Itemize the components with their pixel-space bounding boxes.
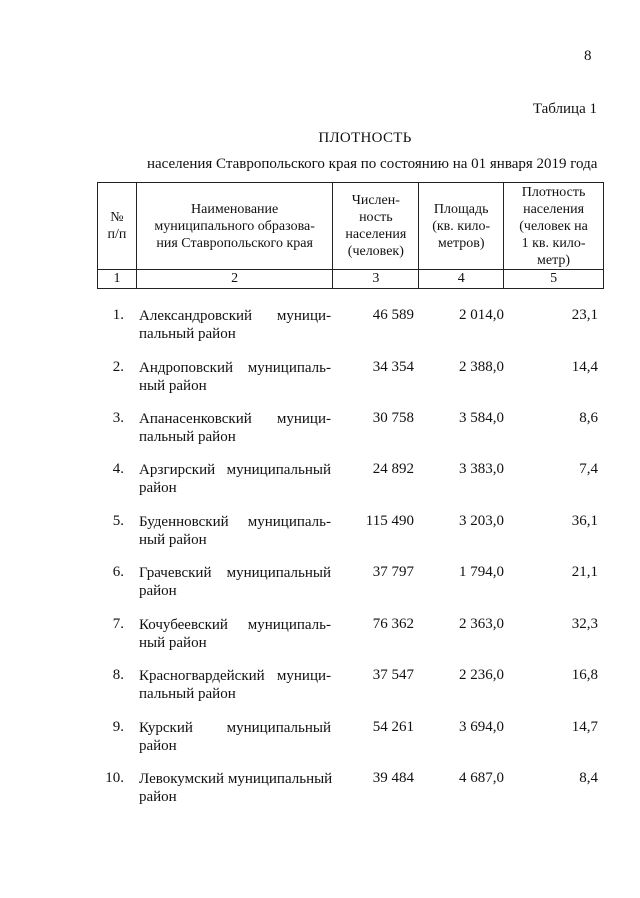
district-name-line1: Александровский муници- [139, 308, 331, 324]
district-name-line2: ный район [139, 378, 207, 394]
header-text: Плотность [521, 184, 586, 200]
column-number: 4 [419, 270, 504, 289]
area: 2 388,0 [459, 359, 504, 375]
header-text: метров) [437, 235, 485, 251]
row-number: 9. [112, 719, 124, 735]
row-number: 4. [112, 461, 124, 477]
header-text: Наименование [191, 201, 279, 217]
population: 115 490 [365, 513, 414, 529]
header-text: населения [345, 227, 407, 242]
column-number: 5 [504, 270, 604, 289]
area: 4 687,0 [459, 770, 504, 786]
district-name-line2: ный район [139, 532, 207, 548]
population: 39 484 [372, 770, 414, 786]
density: 16,8 [571, 667, 598, 683]
district-name-line1: Апанасенковский муници- [139, 411, 331, 427]
density: 36,1 [571, 513, 598, 529]
density: 14,7 [571, 719, 598, 735]
district-name [139, 410, 331, 446]
header-text: 1 кв. кило- [521, 235, 586, 251]
header-text: муниципального образова- [154, 218, 315, 234]
district-name-line1: Красногвардейский муници- [139, 668, 331, 684]
district-name-line1: Андроповский муниципаль- [139, 360, 331, 376]
header-text: населения [523, 201, 585, 217]
table-row [0, 307, 640, 347]
district-name-line1: Кочубеевский муниципаль- [139, 617, 331, 633]
row-number: 3. [112, 410, 124, 426]
row-number: 2. [112, 359, 124, 375]
table-row [0, 513, 640, 553]
density: 21,1 [571, 564, 598, 580]
density: 8,6 [579, 410, 598, 426]
population: 37 797 [372, 564, 414, 580]
district-name [139, 307, 331, 343]
header-row [98, 183, 604, 270]
district-name [139, 513, 331, 549]
page-number: 8 [584, 48, 592, 64]
district-name [139, 564, 331, 600]
table-row [0, 359, 640, 399]
row-number: 8. [112, 667, 124, 683]
header-col-density [504, 183, 604, 270]
column-number: 1 [98, 270, 137, 289]
table-row [0, 667, 640, 707]
district-name-line2: район [139, 738, 177, 754]
district-name-line1: Арзгирский муниципальный [139, 462, 331, 478]
district-name-line1: Левокумский муниципальный [139, 771, 333, 787]
district-name [139, 667, 331, 703]
area: 3 203,0 [459, 513, 504, 529]
row-number: 1. [112, 307, 124, 323]
header-text: Площадь [433, 201, 489, 217]
district-name [139, 770, 331, 806]
table-row [0, 616, 640, 656]
area: 2 236,0 [459, 667, 504, 683]
district-name [139, 461, 331, 497]
table-label: Таблица 1 [532, 101, 597, 117]
density: 14,4 [571, 359, 598, 375]
header-text: (кв. кило- [432, 218, 491, 234]
area: 2 014,0 [459, 307, 504, 323]
header-text: ность [359, 210, 393, 225]
header-text: ния Ставропольского края [156, 235, 313, 251]
area: 2 363,0 [459, 616, 504, 632]
document-subtitle: населения Ставропольского края по состоянию на 01 января 2019 года [147, 156, 598, 172]
header-table [97, 182, 604, 289]
density: 23,1 [571, 307, 598, 323]
district-name [139, 616, 331, 652]
table-row [0, 410, 640, 450]
area: 3 694,0 [459, 719, 504, 735]
area: 3 584,0 [459, 410, 504, 426]
header-col-name [136, 183, 333, 270]
district-name-line1: Курский муниципальный [139, 720, 331, 736]
area: 3 383,0 [459, 461, 504, 477]
header-text: (человек на [519, 218, 588, 234]
header-text: Числен- [351, 193, 400, 208]
area: 1 794,0 [459, 564, 504, 580]
column-number-row [98, 270, 604, 289]
district-name-line2: пальный район [139, 686, 236, 702]
district-name-line1: Грачевский муниципальный [139, 565, 331, 581]
district-name [139, 359, 331, 395]
population: 54 261 [372, 719, 414, 735]
population: 76 362 [372, 616, 414, 632]
header-text: № [110, 210, 124, 225]
district-name-line2: район [139, 583, 177, 599]
row-number: 10. [105, 770, 124, 786]
district-name-line2: ный район [139, 635, 207, 651]
district-name [139, 719, 331, 755]
table-row [0, 564, 640, 604]
header-text: п/п [107, 227, 127, 242]
population: 46 589 [372, 307, 414, 323]
population: 30 758 [372, 410, 414, 426]
density: 7,4 [579, 461, 598, 477]
document-title: ПЛОТНОСТЬ [318, 130, 412, 146]
district-name-line2: пальный район [139, 326, 236, 342]
table-row [0, 770, 640, 810]
header-col-population [333, 183, 419, 270]
row-number: 6. [112, 564, 124, 580]
table-row [0, 719, 640, 759]
column-number: 2 [136, 270, 333, 289]
header-text: (человек) [347, 244, 404, 259]
density: 8,4 [579, 770, 598, 786]
population: 34 354 [372, 359, 414, 375]
header-col-area [419, 183, 504, 270]
district-name-line2: пальный район [139, 429, 236, 445]
density: 32,3 [571, 616, 598, 632]
district-name-line2: район [139, 789, 177, 805]
table-row [0, 461, 640, 501]
population: 37 547 [372, 667, 414, 683]
district-name-line2: район [139, 480, 177, 496]
header-col-number [98, 183, 137, 270]
district-name-line1: Буденновский муниципаль- [139, 514, 331, 530]
column-number: 3 [333, 270, 419, 289]
population: 24 892 [372, 461, 414, 477]
header-text: метр) [537, 252, 571, 268]
row-number: 7. [112, 616, 124, 632]
row-number: 5. [112, 513, 124, 529]
